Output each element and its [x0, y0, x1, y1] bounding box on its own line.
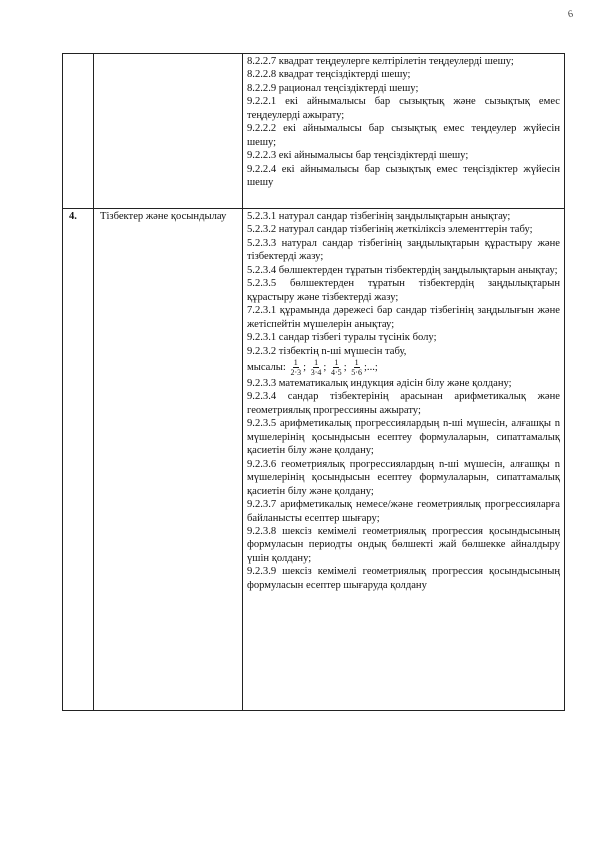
objective-item: 9.2.3.5 арифметикалық прогрессиялардың n-ші мүшесін, алғашқы n мүшелерінің қосындысын есептеу формулаларын, сипаттамалық қасиетін білу және қолдану;	[247, 418, 560, 457]
example-label: мысалы:	[247, 361, 286, 373]
curriculum-table	[62, 53, 565, 711]
fraction	[350, 358, 363, 377]
fraction-numerator: 1	[293, 357, 298, 367]
page-number: 6	[566, 8, 575, 21]
ellipsis: ...;	[366, 361, 378, 373]
topic-label: Тізбектер және қосындылау	[100, 211, 227, 222]
objective-item: 9.2.3.1 сандар тізбегі туралы түсінік болу;	[247, 332, 437, 344]
table-row	[63, 209, 565, 711]
objective-item: 9.2.3.6 геометриялық прогрессиялардың n-ші мүшесін, алғашқы n мүшелерінің қосындысын есептеу формулаларын, сипаттамалық қасиетін білу және қолдану;	[247, 458, 560, 497]
objective-item: 9.2.3.7 арифметикалық немесе/және геометриялық прогрессияларға байланысты есептер шығару;	[247, 499, 560, 524]
fraction	[289, 358, 302, 377]
row-number-cell	[63, 209, 94, 711]
row-number: 4.	[69, 211, 77, 222]
fraction-denominator: 3·4	[310, 367, 322, 377]
objective-item: 9.2.2.1 екі айнымалысы бар сызықтық және сызықтық емес теңдеулерді ажырату;	[247, 96, 560, 121]
topic-cell	[94, 54, 243, 209]
fraction-numerator: 1	[354, 357, 359, 367]
objective-item: 5.2.3.2 натурал сандар тізбегінің жеткіліксіз элементтерін табу;	[247, 224, 533, 236]
objective-item: 9.2.2.3 екі айнымалысы бар теңсіздіктерді шешу;	[247, 150, 469, 162]
objective-item: 5.2.3.5 бөлшектерден тұратын тізбектердің заңдылықтарын құрастыру және тізбектерді жазу;	[247, 278, 560, 303]
fraction-numerator: 1	[334, 357, 339, 367]
fraction-numerator: 1	[314, 357, 319, 367]
fraction-denominator: 4·5	[331, 367, 342, 377]
separator: ;	[343, 361, 347, 373]
formula-item-text: 9.2.3.2 тізбектің n-ші мүшесін табу,	[247, 345, 407, 357]
objective-item: 8.2.2.9 рационал теңсіздіктерді шешу;	[247, 82, 419, 94]
table-row	[63, 54, 565, 209]
fraction	[330, 358, 343, 377]
topic-cell	[94, 209, 243, 711]
objective-item: 5.2.3.3 натурал сандар тізбегінің заңдылықтарын құрастыру және тізбектерді жазу;	[247, 237, 560, 263]
objective-item: 9.2.2.4 екі айнымалысы бар сызықтық емес теңсіздіктер жүйесін шешу	[247, 163, 560, 189]
objectives-cell	[243, 209, 565, 711]
objective-item: 9.2.3.3 математикалық индукция әдісін білу және қолдану;	[247, 377, 512, 389]
objective-item: 9.2.3.9 шексіз кемімелі геометриялық прогрессия қосындысының формуласын есептер шығаруда қолдану	[247, 566, 560, 591]
objective-item: 8.2.2.8 квадрат теңсіздіктерді шешу;	[247, 69, 411, 81]
separator: ;	[303, 361, 307, 373]
row-number-cell	[63, 54, 94, 209]
objectives-cell	[243, 54, 565, 209]
fraction-denominator: 2·3	[290, 367, 302, 377]
objective-item: 5.2.3.1 натурал сандар тізбегінің заңдылықтарын анықтау;	[247, 211, 511, 222]
fraction-denominator: 5·6	[351, 367, 362, 377]
fraction	[310, 358, 323, 377]
objective-item: 8.2.2.7 квадрат теңдеулерге келтірілетін теңдеулерді шешу;	[247, 56, 514, 67]
objective-item: 9.2.3.8 шексіз кемімелі геометриялық прогрессия қосындысының формуласын периодты ондық бөлшекті жай бөлшекке айналдыру үшін қолдану;	[247, 525, 560, 564]
separator: ;	[323, 361, 327, 373]
objective-item: 5.2.3.4 бөлшектерден тұратын тізбектердің заңдылықтарын анықтау;	[247, 264, 558, 276]
objective-item: 9.2.2.2 екі айнымалысы бар сызықтық емес теңдеулер жүйесін шешу;	[247, 123, 560, 148]
objective-item-formula	[247, 345, 560, 377]
objective-item: 9.2.3.4 сандар тізбектерінің арасынан арифметикалық және геометриялық прогрессияны ажырату;	[247, 391, 560, 416]
separator: ;	[363, 361, 367, 373]
objective-item: 7.2.3.1 құрамында дәрежесі бар сандар тізбегінің заңдылығын және жетіспейтін мүшелерін анықтау;	[247, 305, 560, 330]
